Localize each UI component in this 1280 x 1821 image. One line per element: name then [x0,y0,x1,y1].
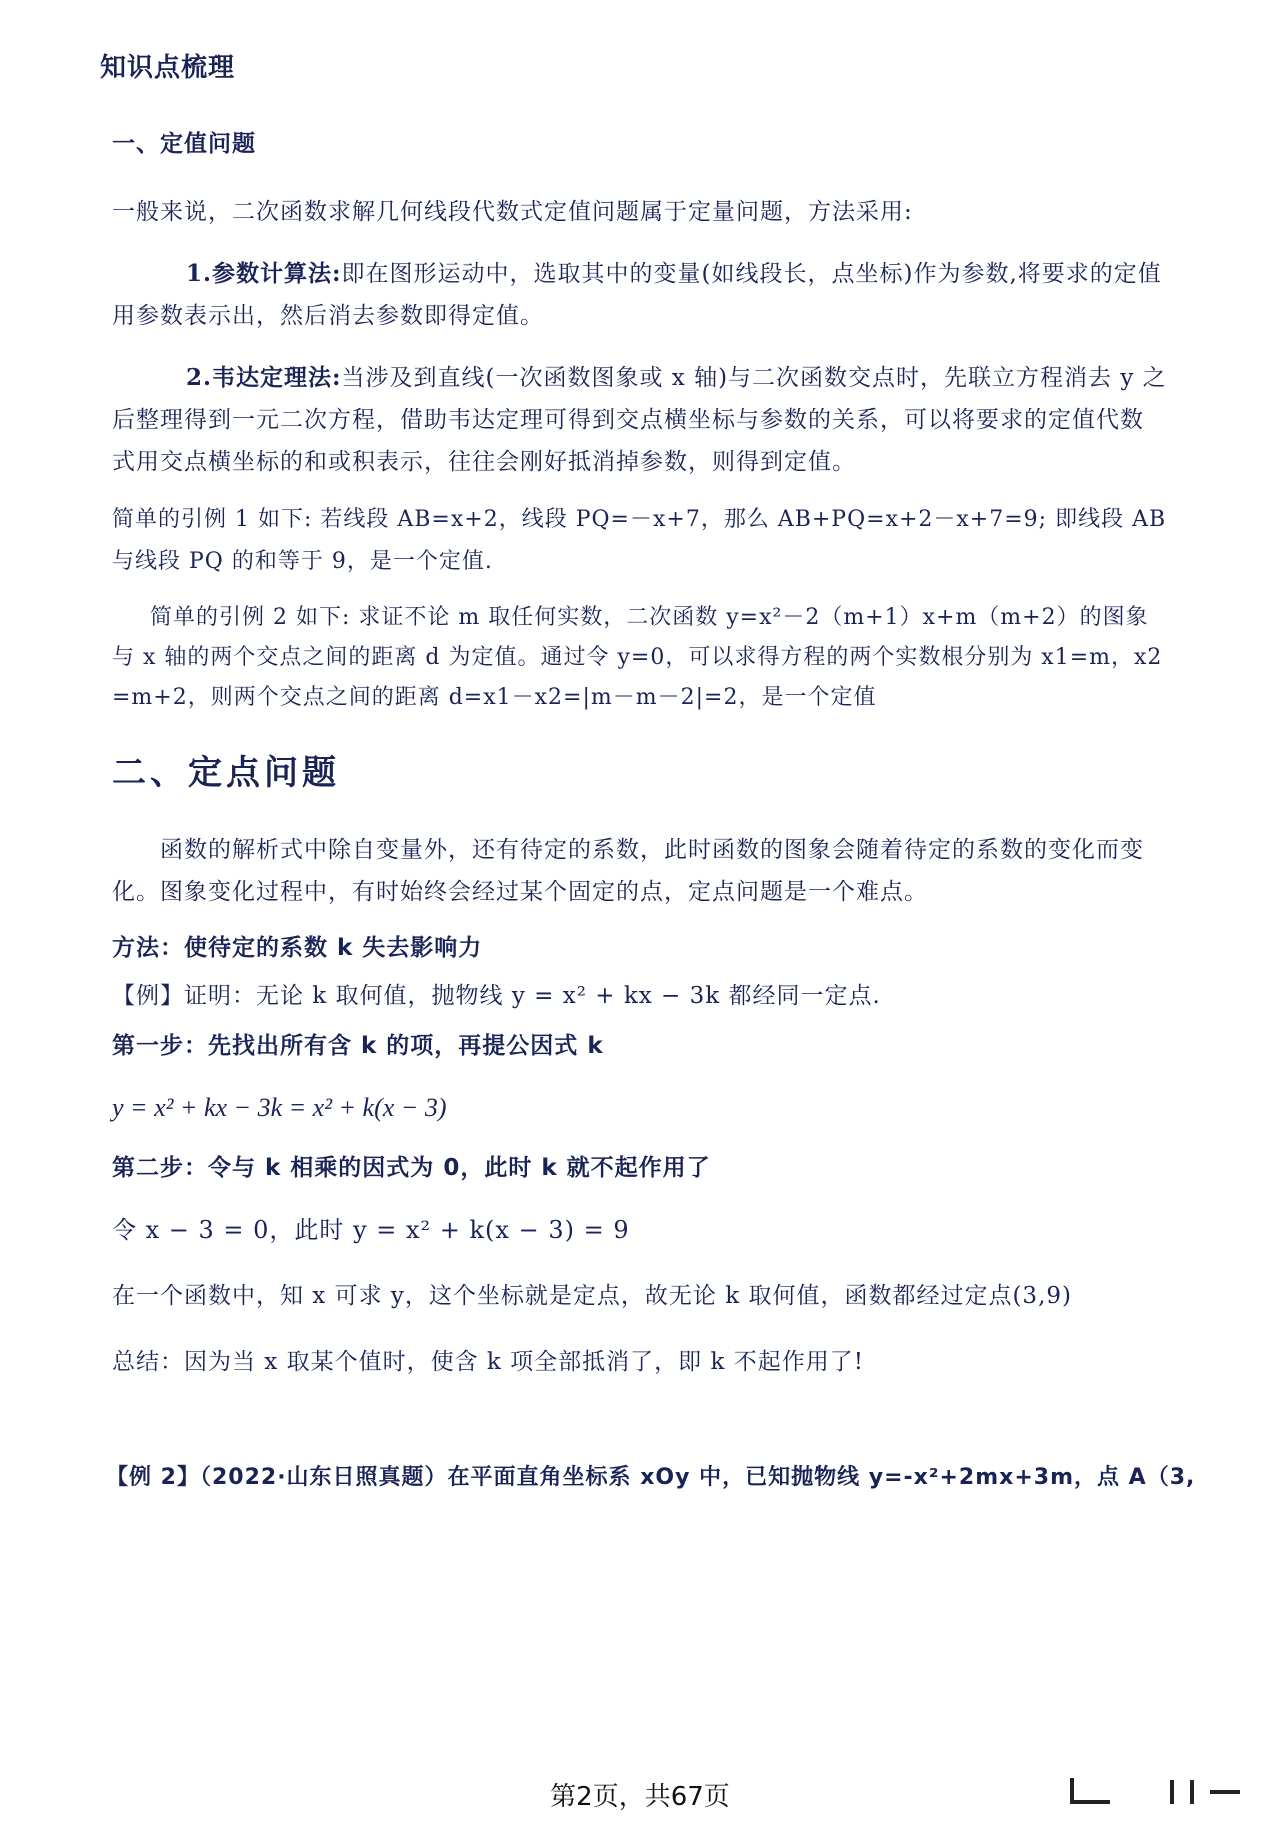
section1-intro: 一般来说，二次函数求解几何线段代数式定值问题属于定量问题，方法采用: [112,199,913,225]
example1-line1: 简单的引例 1 如下: 若线段 AB=x+2，线段 PQ=－x+7，那么 AB+PQ=x+2－x+7=9; 即线段 AB [112,507,1167,532]
toolbar-bar-icon [1170,1780,1174,1804]
toolbar-bar-icon [1070,1800,1110,1804]
method1-line2: 用参数表示出，然后消去参数即得定值。 [112,303,544,329]
example2-line1: 简单的引例 2 如下: 求证不论 m 取任何实数，二次函数 y=x²－2（m+1）x+m（m+2）的图象 [150,605,1149,630]
toolbar-bar-icon [1210,1790,1240,1794]
conclusion-text: 在一个函数中，知 x 可求 y，这个坐标就是定点，故无论 k 取何值，函数都经过定点(3,9) [112,1283,1072,1309]
method2-label: 2.韦达定理法: [186,364,342,391]
example2-statement: 【例 2】（2022·山东日照真题）在平面直角坐标系 xOy 中，已知抛物线 y=-x²+2mx+3m，点 A（3, [106,1465,1196,1490]
section2-heading: 二、定点问题 [112,753,340,793]
section1-heading: 一、定值问题 [112,130,256,157]
method2-line2: 后整理得到一元二次方程，借助韦达定理可得到交点横坐标与参数的关系，可以将要求的定值代数 [112,407,1144,433]
example2-line3: =m+2，则两个交点之间的距离 d=x1－x2=|m－m－2|=2，是一个定值 [112,685,877,710]
step2-heading: 第二步：令与 k 相乘的因式为 0，此时 k 就不起作用了 [112,1155,711,1181]
section2-intro-line1: 函数的解析式中除自变量外，还有待定的系数，此时函数的图象会随着待定的系数的变化而变 [160,837,1144,863]
page-number-footer: 第2页，共67页 [550,1782,730,1812]
example-text: 证明：无论 k 取何值，抛物线 y = x² + kx − 3k 都经同一定点. [184,983,881,1009]
method2-line1 [186,362,1167,394]
step1-heading: 第一步：先找出所有含 k 的项，再提公因式 k [112,1033,604,1059]
example2-line2: 与 x 轴的两个交点之间的距离 d 为定值。通过令 y=0，可以求得方程的两个实数根分别为 x1=m，x2 [112,645,1163,670]
method-statement: 方法：使待定的系数 k 失去影响力 [112,935,483,961]
example1-line2: 与线段 PQ 的和等于 9，是一个定值. [112,549,493,574]
toolbar-bar-icon [1190,1780,1194,1804]
method1-line1 [186,258,1162,290]
method1-label: 1.参数计算法: [186,260,342,287]
step2-formula: 令 x − 3 = 0，此时 y = x² + k(x − 3) = 9 [112,1216,630,1244]
viewer-toolbar [1030,1778,1250,1808]
section2-intro-line2: 化。图象变化过程中，有时始终会经过某个固定的点，定点问题是一个难点。 [112,879,928,905]
method1-text: 即在图形运动中，选取其中的变量(如线段长，点坐标)作为参数,将要求的定值 [341,261,1162,287]
step1-formula: y = x² + kx − 3k = x² + k(x − 3) [112,1093,447,1122]
method2-line3: 式用交点横坐标的和或积表示，往往会刚好抵消掉参数，则得到定值。 [112,449,856,475]
example-label: 【例】 [112,983,184,1009]
example-proof [112,980,881,1012]
summary-text: 总结：因为当 x 取某个值时，使含 k 项全部抵消了，即 k 不起作用了! [112,1349,864,1375]
method2-text: 当涉及到直线(一次函数图象或 x 轴)与二次函数交点时，先联立方程消去 y 之 [341,365,1167,391]
page-title: 知识点梳理 [100,53,236,83]
